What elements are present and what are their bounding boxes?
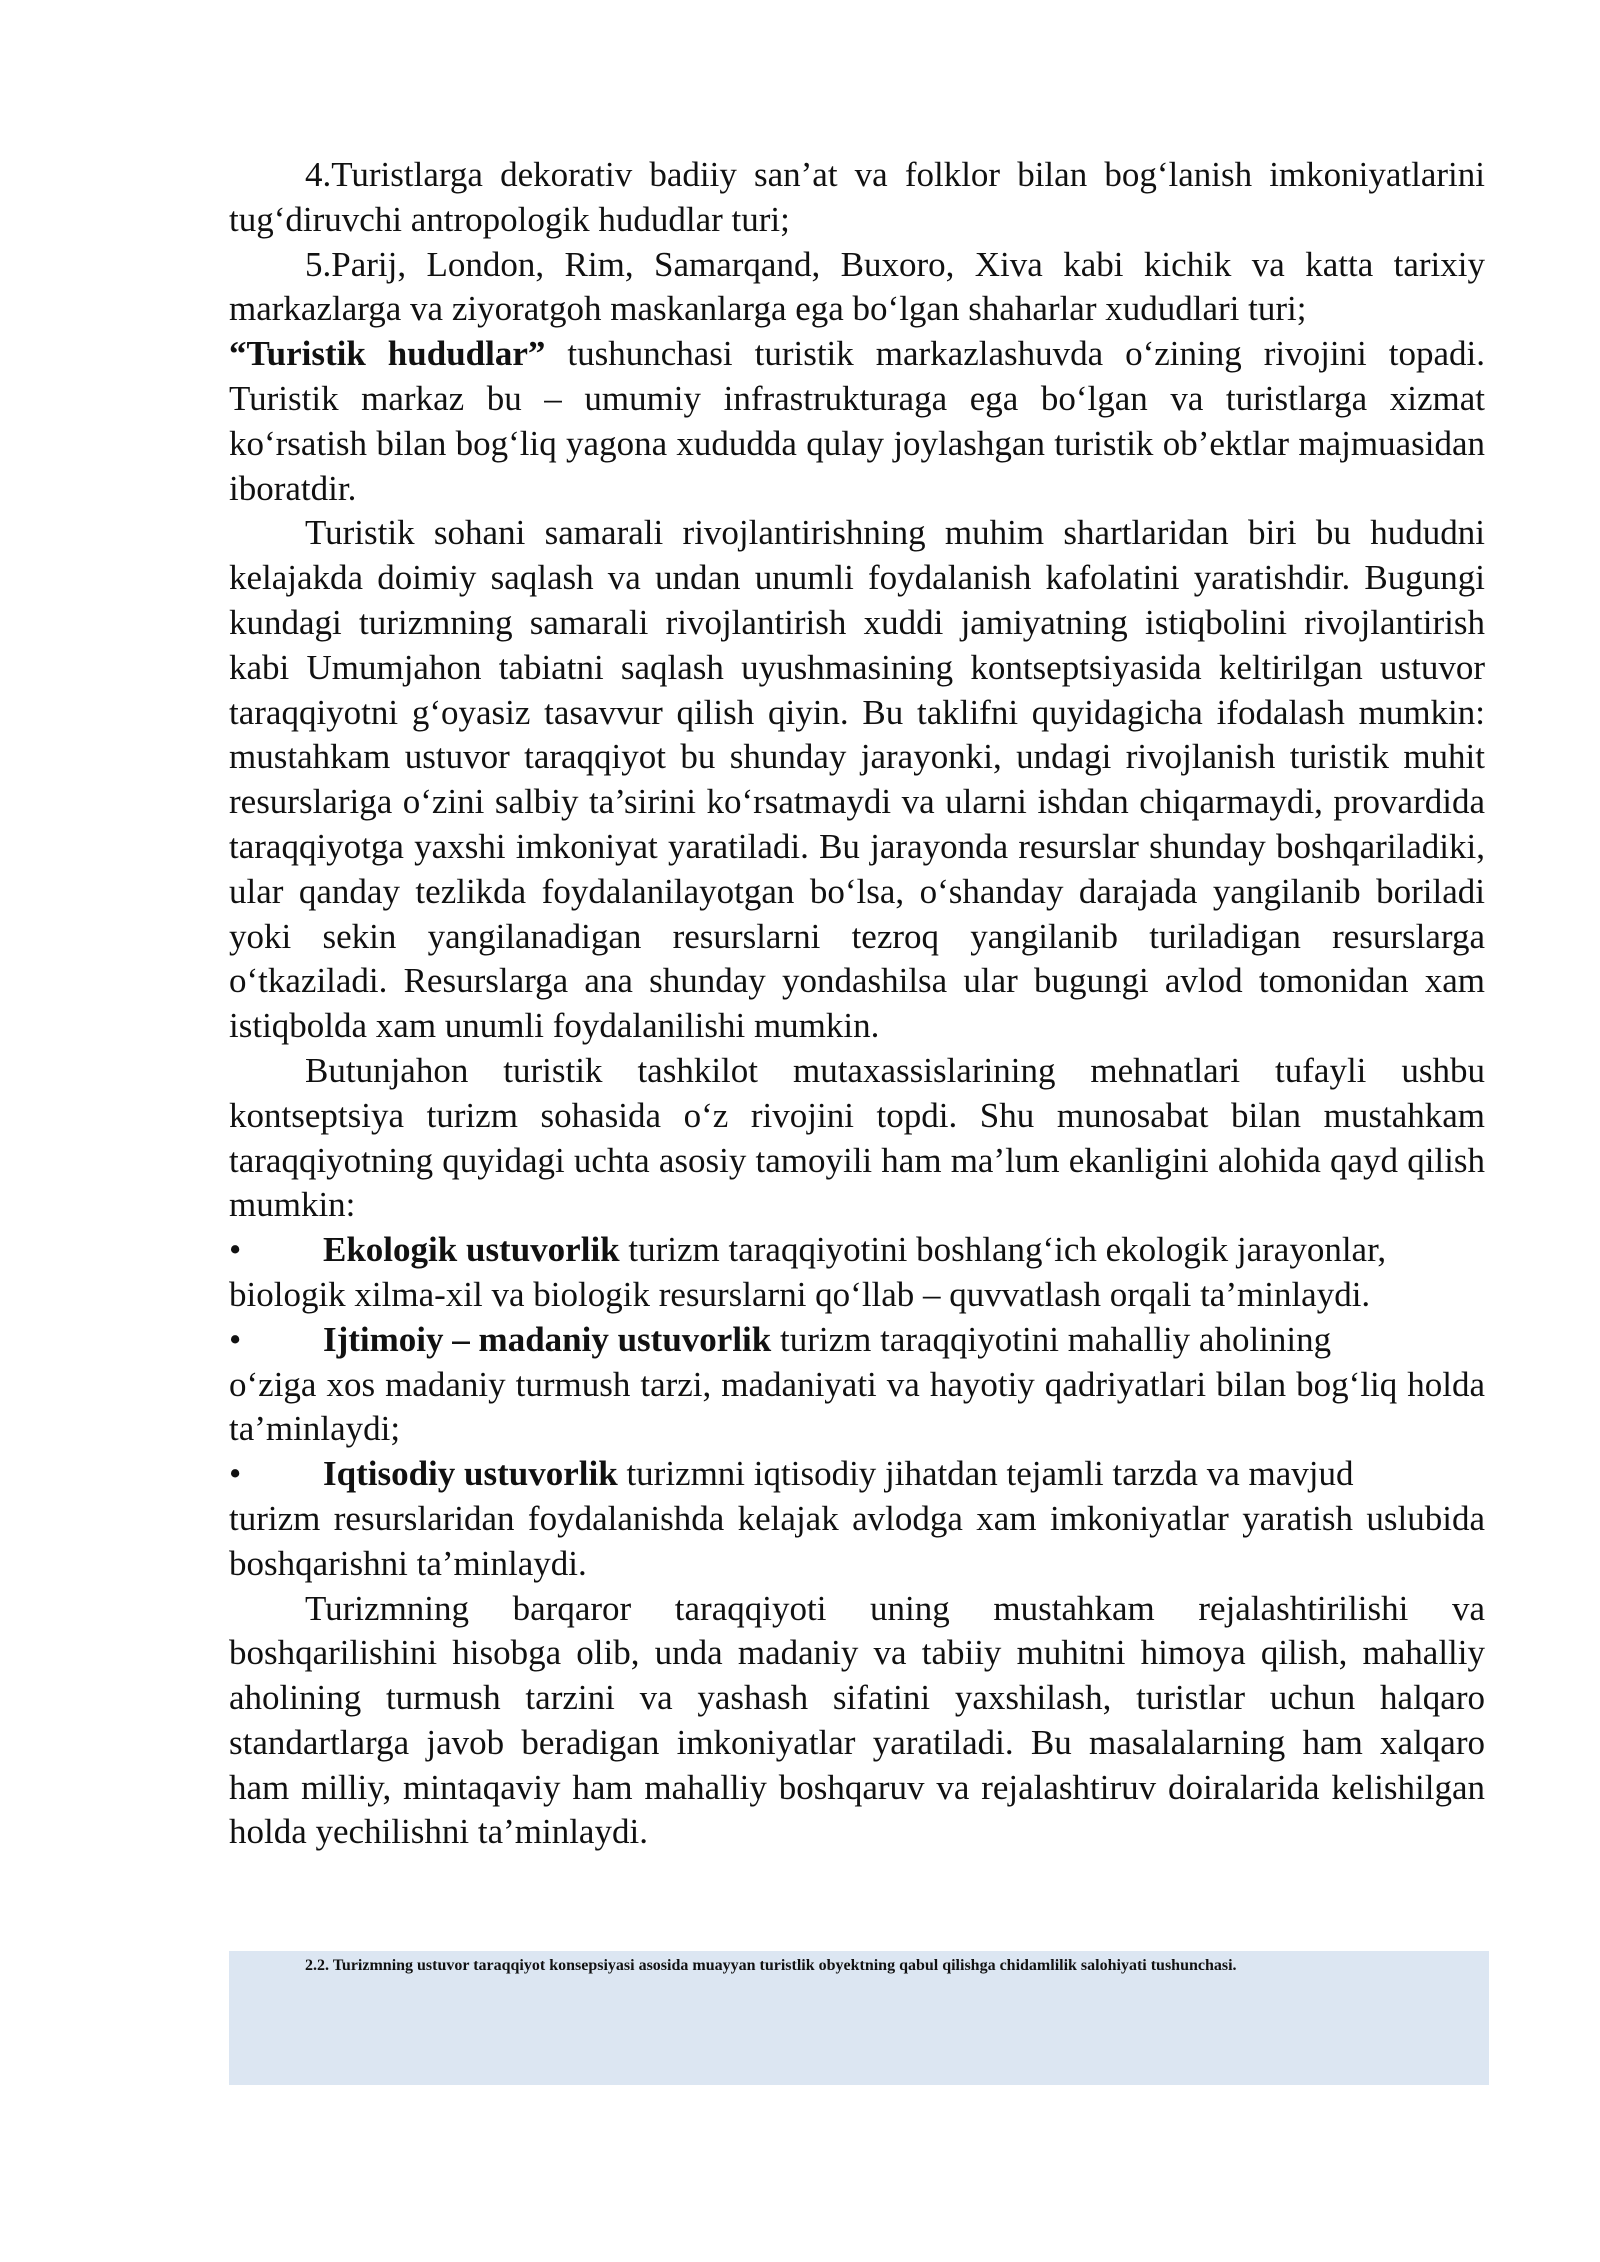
paragraph-2: Butunjahon turistik tashkilot mutaxassislarining mehnatlari tufayli ushbu kontseptsiya turizm sohasida o‘z rivojini topdi. Shu munosabat bilan mustahkam taraqqiyotning quyidagi uchta asosiy tamoyili ham ma’lum ekanligini alohida qayd qilish mumkin: xyxy=(229,1050,1485,1225)
definition-paragraph xyxy=(229,332,1485,511)
list-item-4: 4.Turistlarga dekorativ badiiy san’at va folklor bilan bog‘lanish imkoniyatlarini tug‘diruvchi antropologik hududlar turi; xyxy=(229,155,1485,239)
bullet-term: Iqtisodiy ustuvorlik xyxy=(323,1454,618,1494)
paragraph-1: Turistik sohani samarali rivojlantirishning muhim shartlaridan biri bu hududni kelajakda doimiy saqlash va undan unumli foydalanish kafolatini yaratishdir. Bugungi kundagi turizmning samarali rivojlantirish xuddi jamiyatning istiqbolini rivojlantirish kabi Umumjahon tabiatni saqlash uyushmasining kontseptsiyasida keltirilgan ustuvor taraqqiyotni g‘oyasiz tasavvur qilish qiyin. Bu taklifni quyidagicha ifodalash mumkin: mustahkam ustuvor taraqqiyot bu shunday jarayonki, undagi rivojlanish turistik muhit resurslariga o‘zini salbiy ta’sirini ko‘rsatmaydi va ularni ishdan chiqarmaydi, provardida taraqqiyotga yaxshi imkoniyat yaratiladi. Bu jarayonda resurslar shunday boshqariladiki, ular qanday tezlikda foydalanilayotgan bo‘lsa, o‘shanday darajada yangilanib boriladi yoki sekin yangilanadigan resurslarni tezroq yangilanib turiladigan resurslarga o‘tkaziladi. Resurslarga ana shunday yondashilsa ular bugungi avlod tomonidan xam istiqbolda xam unumli foydalanilishi mumkin. xyxy=(229,513,1485,1046)
bullet-item-economic xyxy=(229,1452,1485,1586)
bullet-item-socio-cultural xyxy=(229,1318,1485,1452)
bullet-icon: • xyxy=(229,1230,242,1270)
definition-text: tushunchasi turistik markazlashuvda o‘zining rivojini topadi. Turistik markaz bu – umumiy infrastrukturaga ega bo‘lgan va turistlarga xizmat ko‘rsatish bilan bog‘liq yagona xududda qulay joylashgan turistik ob’ektlar majmuasidan iboratdir. xyxy=(229,334,1485,508)
bullet-text-continued: biologik xilma-xil va biologik resurslarni qo‘llab – quvvatlash orqali ta’minlaydi. xyxy=(229,1274,1371,1314)
bullet-text-continued: o‘ziga xos madaniy turmush tarzi, madaniyati va hayotiy qadriyatlari bilan bog‘liq holda ta’minlaydi; xyxy=(229,1364,1485,1449)
bullet-text: turizmni iqtisodiy jihatdan tejamli tarzda va mavjud xyxy=(617,1454,1354,1494)
term-bold: “Turistik hududlar” xyxy=(229,334,546,374)
bullet-icon: • xyxy=(229,1454,242,1494)
bullet-term: Ijtimoiy – madaniy ustuvorlik xyxy=(323,1319,772,1359)
list-item-5: 5.Parij, London, Rim, Samarqand, Buxoro, Xiva kabi kichik va katta tarixiy markazlarga va ziyoratgoh maskanlarga ega bo‘lgan shaharlar xududlari turi; xyxy=(229,244,1485,329)
section-heading: 2.2. Turizmning ustuvor taraqqiyot konsepsiyasi asosida muayyan turistlik obyektning qabul qilishga chidamlilik salohiyati tushunchasi. xyxy=(305,1957,1237,1974)
bullet-item-ecological xyxy=(229,1228,1485,1318)
bullet-text-continued: turizm resurslaridan foydalanishda kelajak avlodga xam imkoniyatlar yaratish uslubida boshqarishni ta’minlaydi. xyxy=(229,1498,1485,1583)
bullet-icon: • xyxy=(229,1319,242,1359)
section-heading-box xyxy=(229,1951,1489,2085)
bullet-term: Ekologik ustuvorlik xyxy=(323,1230,620,1270)
bullet-text: turizm taraqqiyotini boshlang‘ich ekologik jarayonlar, xyxy=(619,1230,1387,1270)
bullet-text: turizm taraqqiyotini mahalliy aholining xyxy=(771,1319,1332,1359)
paragraph-3: Turizmning barqaror taraqqiyoti uning mustahkam rejalashtirilishi va boshqarilishini hisobga olib, unda madaniy va tabiiy muhitni himoya qilish, mahalliy aholining turmush tarzini va yashash sifatini yaxshilash, turistlar uchun halqaro standartlarga javob beradigan imkoniyatlar yaratiladi. Bu masalalarning ham xalqaro ham milliy, mintaqaviy ham mahalliy boshqaruv va rejalashtiruv doiralarida kelishilgan holda yechilishni ta’minlaydi. xyxy=(229,1588,1485,1852)
body-text xyxy=(229,153,1485,1855)
